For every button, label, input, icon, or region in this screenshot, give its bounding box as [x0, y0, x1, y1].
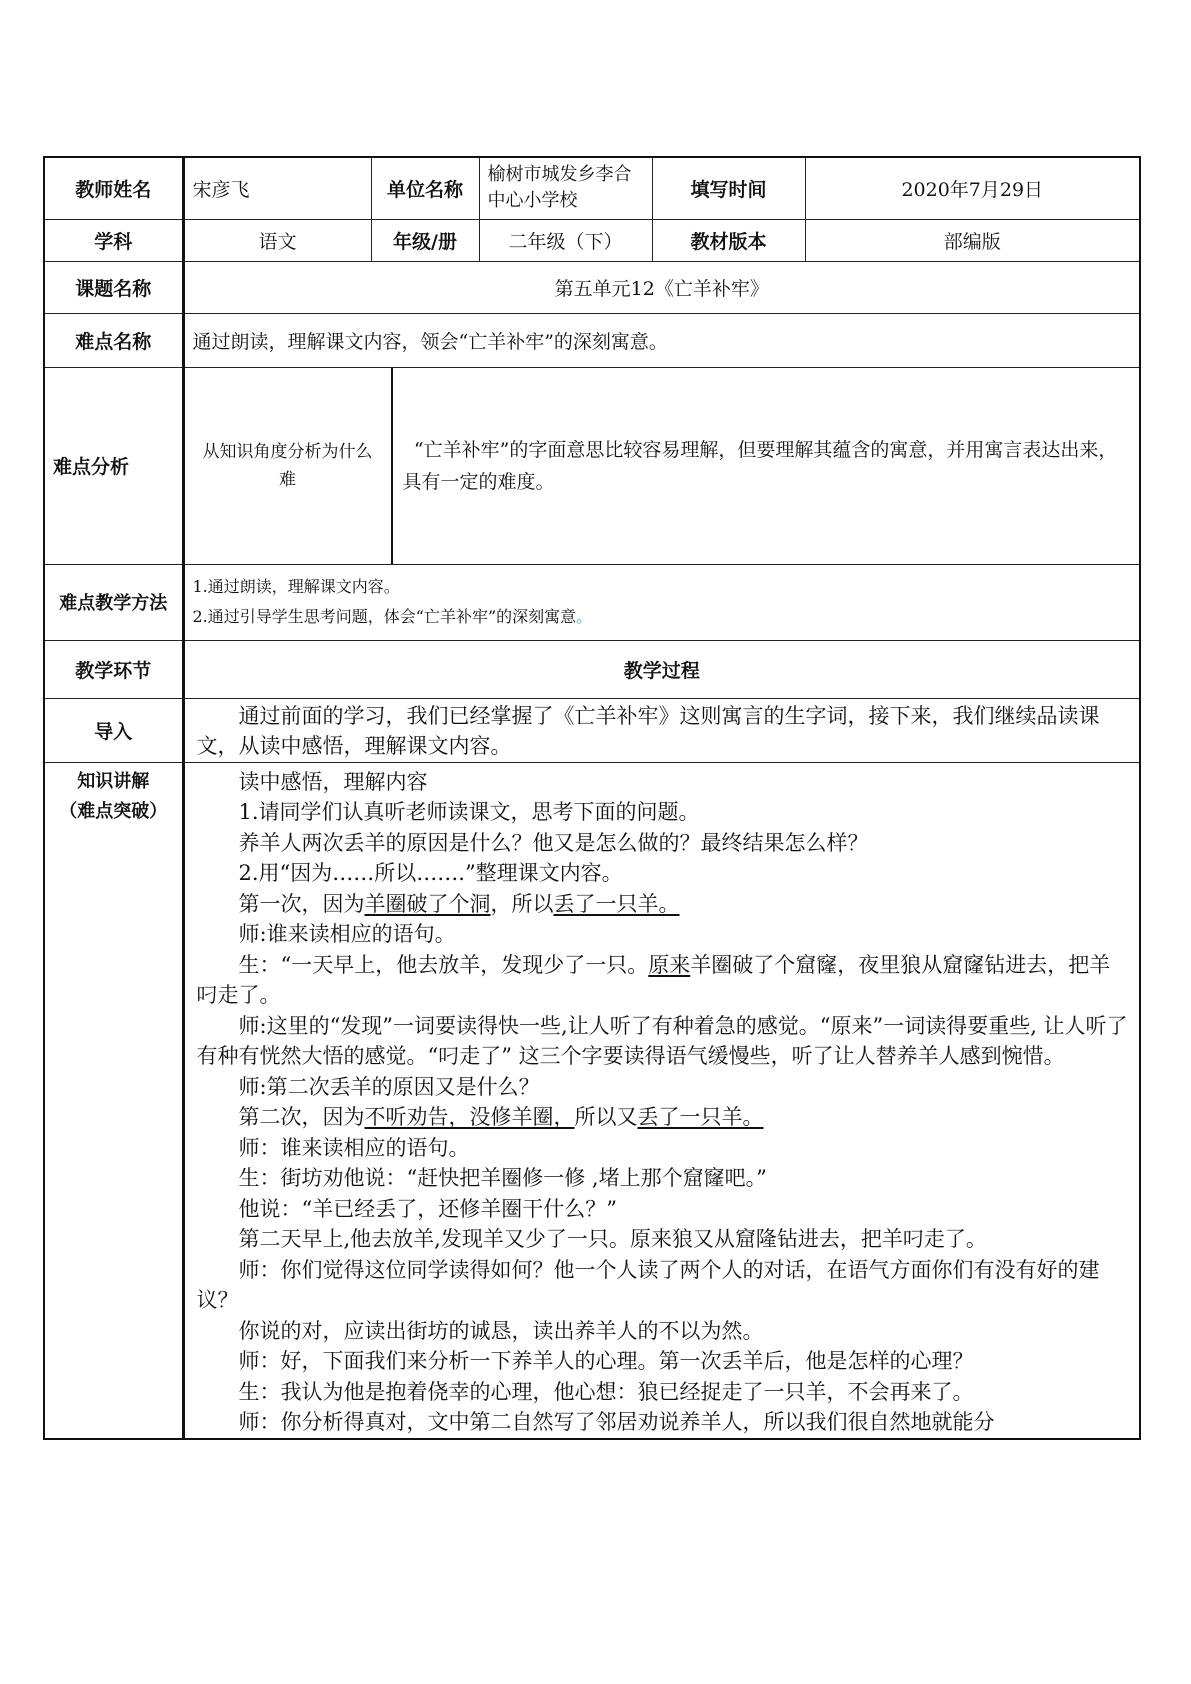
header-row-2: [44, 219, 1140, 261]
underlined-text: 羊圈破了个洞: [364, 891, 491, 916]
topic-row: [44, 261, 1140, 313]
intro-text: 通过前面的学习，我们已经掌握了《亡羊补牢》这则寓言的生字词，接下来，我们继续品读课文，从读中感悟，理解课文内容。: [196, 703, 1100, 758]
difficulty-value: 通过朗读，理解课文内容，领会“亡羊补牢”的深刻寓意。: [183, 313, 1140, 367]
analysis-value: “亡羊补牢”的字面意思比较容易理解，但要理解其蕴含的寓意，并用寓言表达出来，具有一定的难度。: [402, 438, 1118, 493]
date-label: 填写时间: [652, 157, 805, 219]
lesson-plan-table: [43, 156, 1141, 1440]
process-stage-label: 教学环节: [44, 640, 183, 698]
paragraph: 他说：“羊已经丢了，还修羊圈干什么？”: [238, 1196, 617, 1221]
paragraph: 师：你分析得真对，文中第二自然写了邻居劝说养羊人，所以我们很自然地就能分: [238, 1410, 995, 1434]
knowledge-content: [183, 762, 1140, 1439]
paragraph: 第一次，因为羊圈破了个洞，所以丢了一只羊。: [238, 891, 680, 916]
paragraph: 师：谁来读相应的语句。: [238, 1135, 470, 1160]
teacher-value: 宋彦飞: [183, 157, 371, 219]
paragraph: 2.用“因为……所以…….”整理课文内容。: [238, 861, 623, 885]
unit-value: 榆树市城发乡李合中心小学校: [479, 157, 652, 219]
grade-value: 二年级（下）: [479, 219, 652, 261]
paragraph: 师:这里的“发现”一词要读得快一些,让人听了有种着急的感觉。“原来”一词读得要重些, 让人听了有种有恍然大悟的感觉。“叼走了” 这三个字要读得语气缓慢些，听了让人替养羊人感到惋惜。: [196, 1013, 1128, 1068]
paragraph: 生：街坊劝他说：“赶快把羊圈修一修 ,堵上那个窟窿吧。”: [238, 1166, 767, 1190]
method-item-2: 2.通过引导学生思考问题，体会“亡羊补牢”的深刻寓意。: [192, 607, 593, 626]
edition-label: 教材版本: [652, 219, 805, 261]
knowledge-heading: 读中感悟，理解内容: [238, 769, 428, 794]
grade-label: 年级/册: [371, 219, 479, 261]
process-header-row: [44, 640, 1140, 698]
subject-label: 学科: [44, 219, 183, 261]
knowledge-sublabel: （难点突破）: [59, 800, 168, 822]
underlined-text: 原来: [648, 952, 691, 977]
underlined-text: 丢了一只羊。: [637, 1105, 764, 1129]
paragraph: 师：你们觉得这位同学读得如何？他一个人读了两个人的对话，在语气方面你们有没有好的建议？: [196, 1257, 1100, 1312]
paragraph: 师:第二次丢羊的原因又是什么？: [238, 1074, 540, 1099]
analysis-inner: [185, 368, 1140, 564]
paragraph: 第二天早上,他去放羊,发现羊又少了一只。原来狼又从窟隆钻进去，把羊叼走了。: [238, 1227, 987, 1251]
paragraph: 第二次，因为不听劝告，没修羊圈，所以又丢了一只羊。: [238, 1105, 764, 1129]
header-row-1: [44, 157, 1140, 219]
paragraph: 师：好，下面我们来分析一下养羊人的心理。第一次丢羊后，他是怎样的心理？: [238, 1349, 974, 1373]
underlined-text: 不听劝告，没修羊圈，: [364, 1105, 575, 1129]
method-row: [44, 564, 1140, 640]
paragraph: 生：“一天早上，他去放羊，发现少了一只。原来羊圈破了个窟窿，夜里狼从窟窿钻进去，把羊叼走了。: [196, 952, 1111, 1007]
analysis-sub-label: 从知识角度分析为什么难: [185, 368, 392, 564]
intro-label: 导入: [44, 698, 183, 762]
difficulty-label: 难点名称: [44, 313, 183, 367]
method-label: 难点教学方法: [44, 564, 183, 640]
knowledge-label: 知识讲解: [77, 770, 150, 792]
paragraph: 师:谁来读相应的语句。: [238, 922, 456, 946]
process-title: 教学过程: [183, 640, 1140, 698]
subject-value: 语文: [183, 219, 371, 261]
unit-label: 单位名称: [371, 157, 479, 219]
topic-value: 第五单元12《亡羊补牢》: [183, 261, 1140, 313]
date-value: 2020年7月29日: [805, 157, 1140, 219]
paragraph: 1.请同学们认真听老师读课文，思考下面的问题。: [238, 800, 700, 824]
paragraph: 养羊人两次丢羊的原因是什么？他又是怎么做的？最终结果怎么样？: [238, 830, 869, 855]
method-item-1: 1.通过朗读，理解课文内容。: [192, 577, 400, 596]
teacher-label: 教师姓名: [44, 157, 183, 219]
knowledge-row: [44, 762, 1140, 1439]
underlined-text: 丢了一只羊。: [553, 891, 680, 916]
intro-row: [44, 698, 1140, 762]
analysis-row: [44, 367, 1140, 564]
paragraph: 生：我认为他是抱着侥幸的心理，他心想：狼已经捉走了一只羊，不会再来了。: [238, 1379, 974, 1404]
paragraph: 你说的对，应读出街坊的诚恳，读出养羊人的不以为然。: [238, 1318, 764, 1343]
edition-value: 部编版: [805, 219, 1140, 261]
lesson-plan-form: [43, 156, 1139, 1440]
difficulty-row: [44, 313, 1140, 367]
analysis-label: 难点分析: [44, 367, 183, 564]
topic-label: 课题名称: [44, 261, 183, 313]
